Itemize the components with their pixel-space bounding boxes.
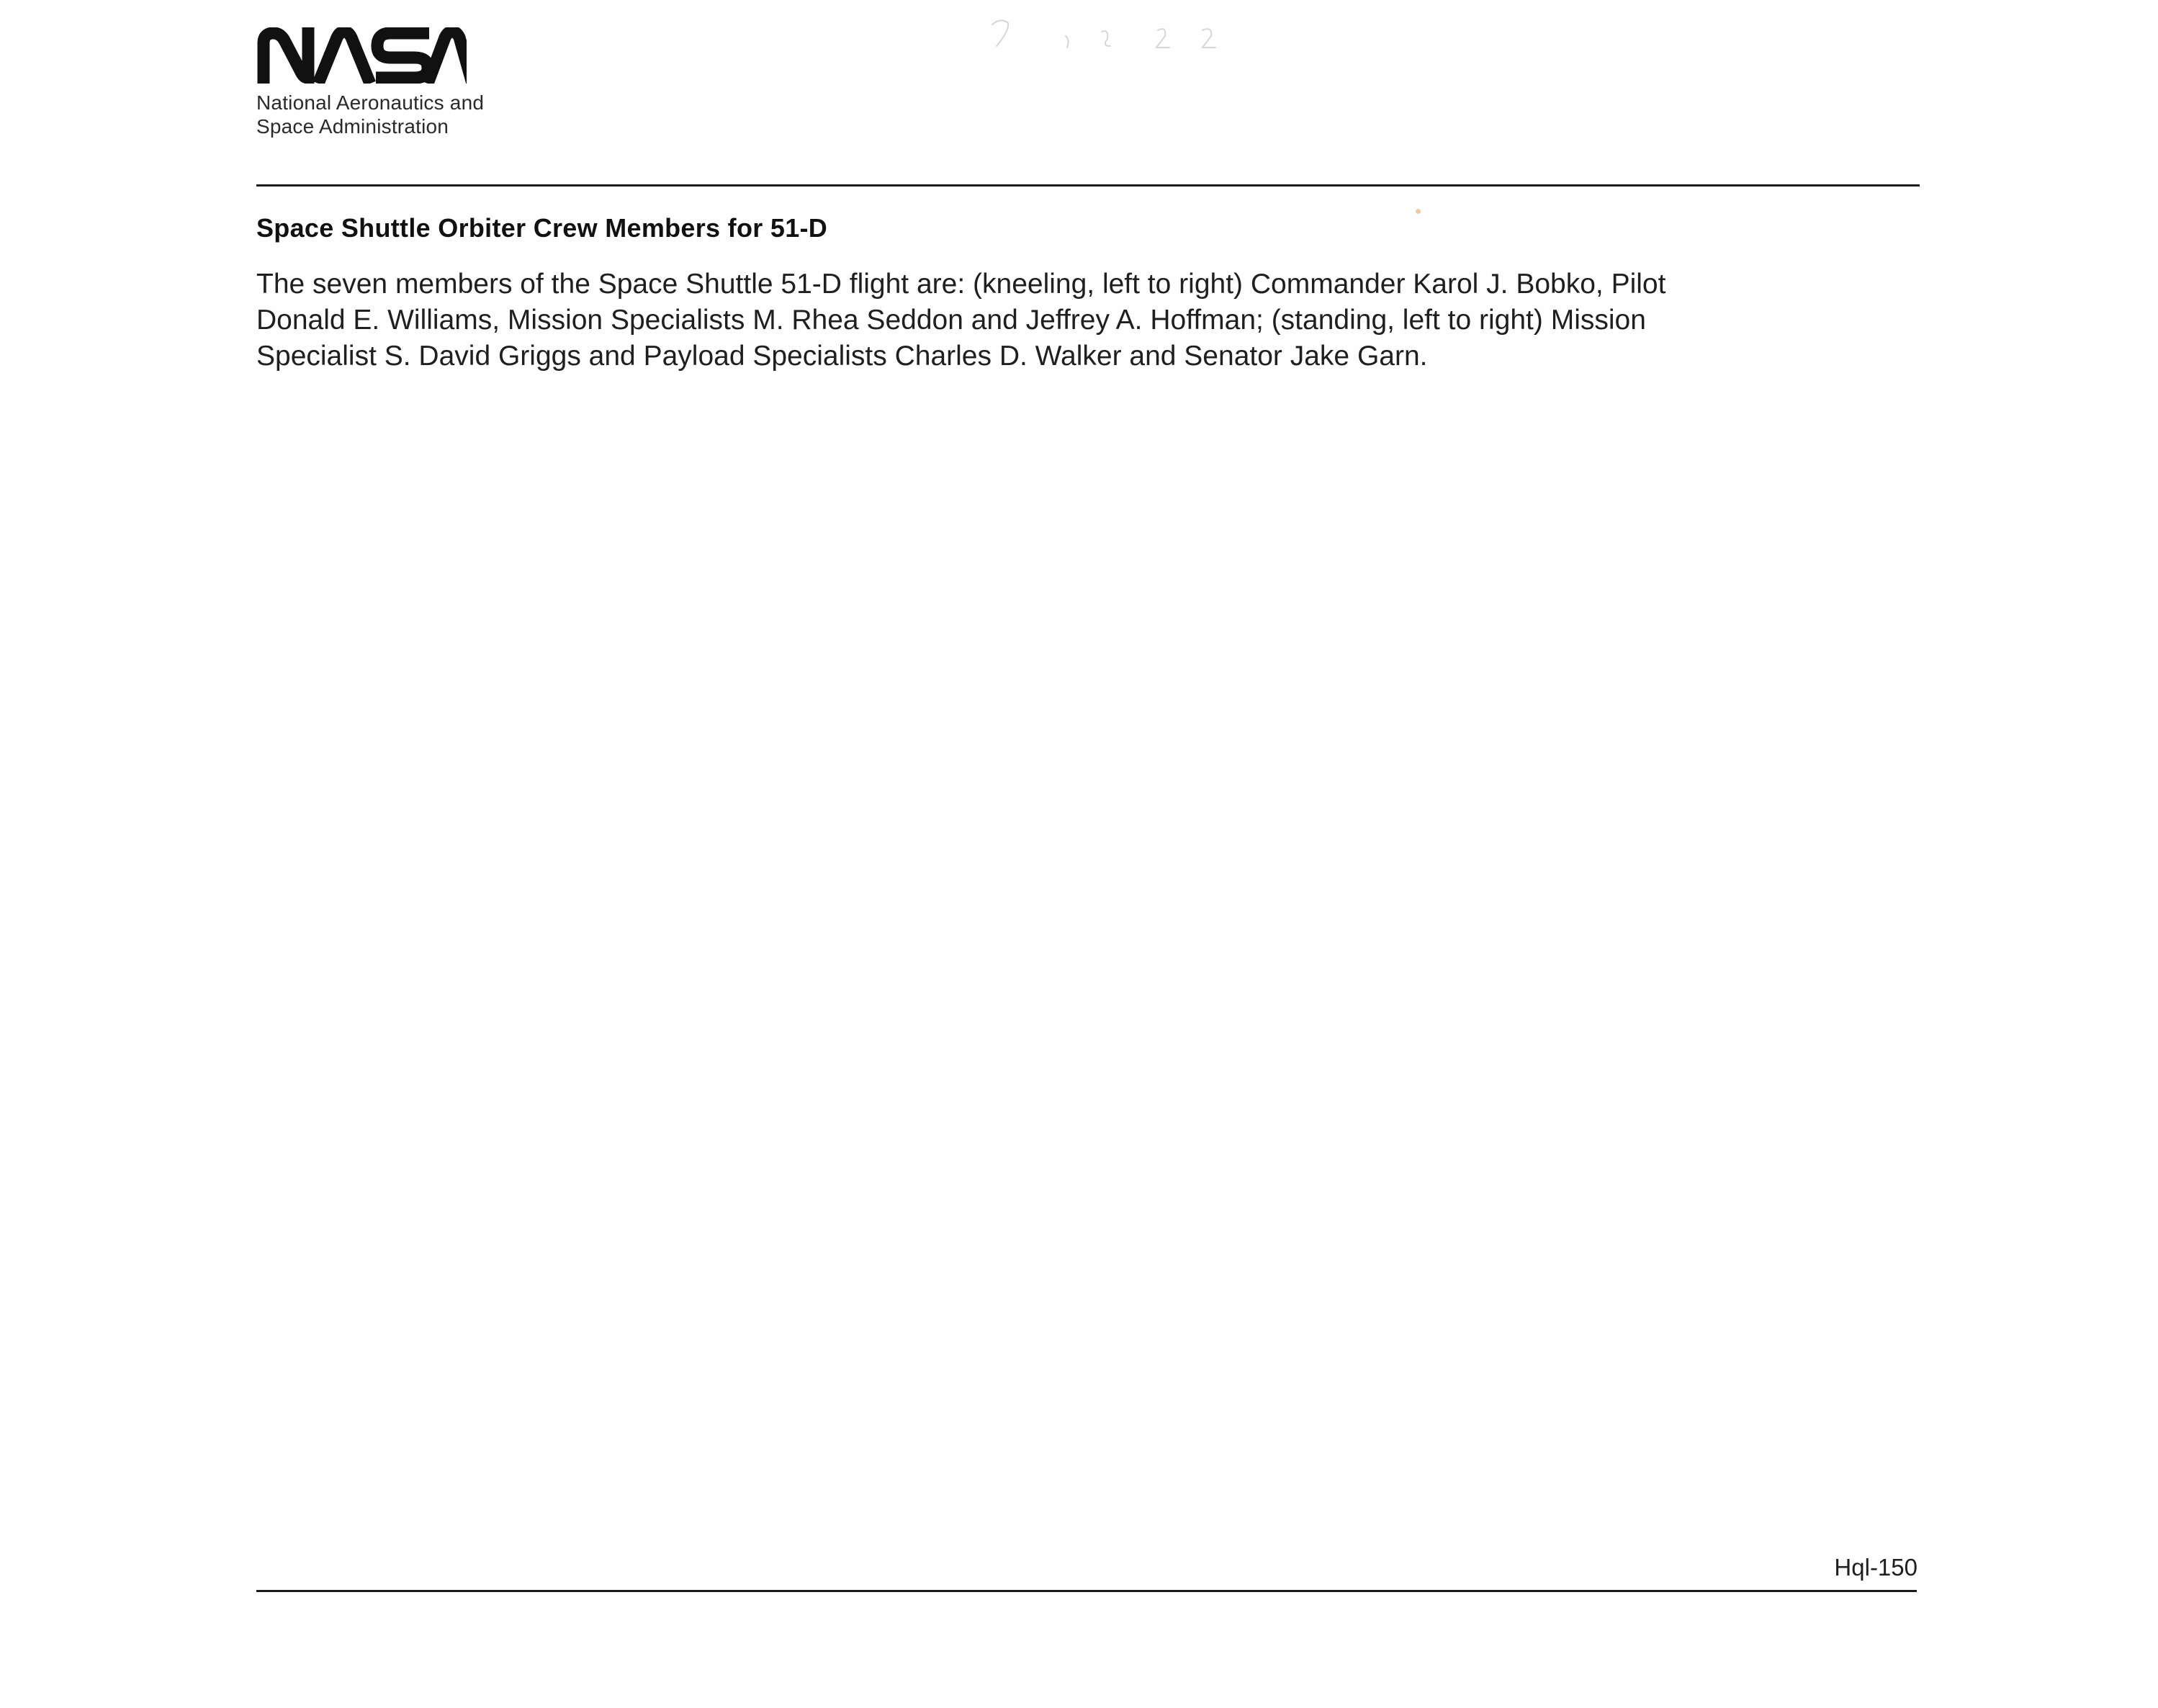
bottom-rule [256,1590,1917,1592]
caption-line: The seven members of the Space Shuttle 51-D flight are: (kneeling, left to right) Commander Karol J. Bobko, Pilot [256,269,1666,300]
agency-line-1: National Aeronautics and [256,91,485,114]
pencil-mark [986,14,1231,58]
agency-name [256,91,516,138]
agency-line-2: Space Administration [256,115,449,138]
paper-speck [1416,209,1421,214]
document-title: Space Shuttle Orbiter Crew Members for 51-D [256,213,828,243]
header [256,27,516,138]
caption-line: Specialist S. David Griggs and Payload Specialists Charles D. Walker and Senator Jake Garn. [256,341,1428,372]
page-identifier: Hql-150 [1834,1554,1918,1581]
nasa-worm-logo [256,27,467,84]
caption-line: Donald E. Williams, Mission Specialists M. Rhea Seddon and Jeffrey A. Hoffman; (standing, left to right) Mission [256,305,1646,336]
top-rule [256,184,1920,186]
caption [256,266,1840,374]
